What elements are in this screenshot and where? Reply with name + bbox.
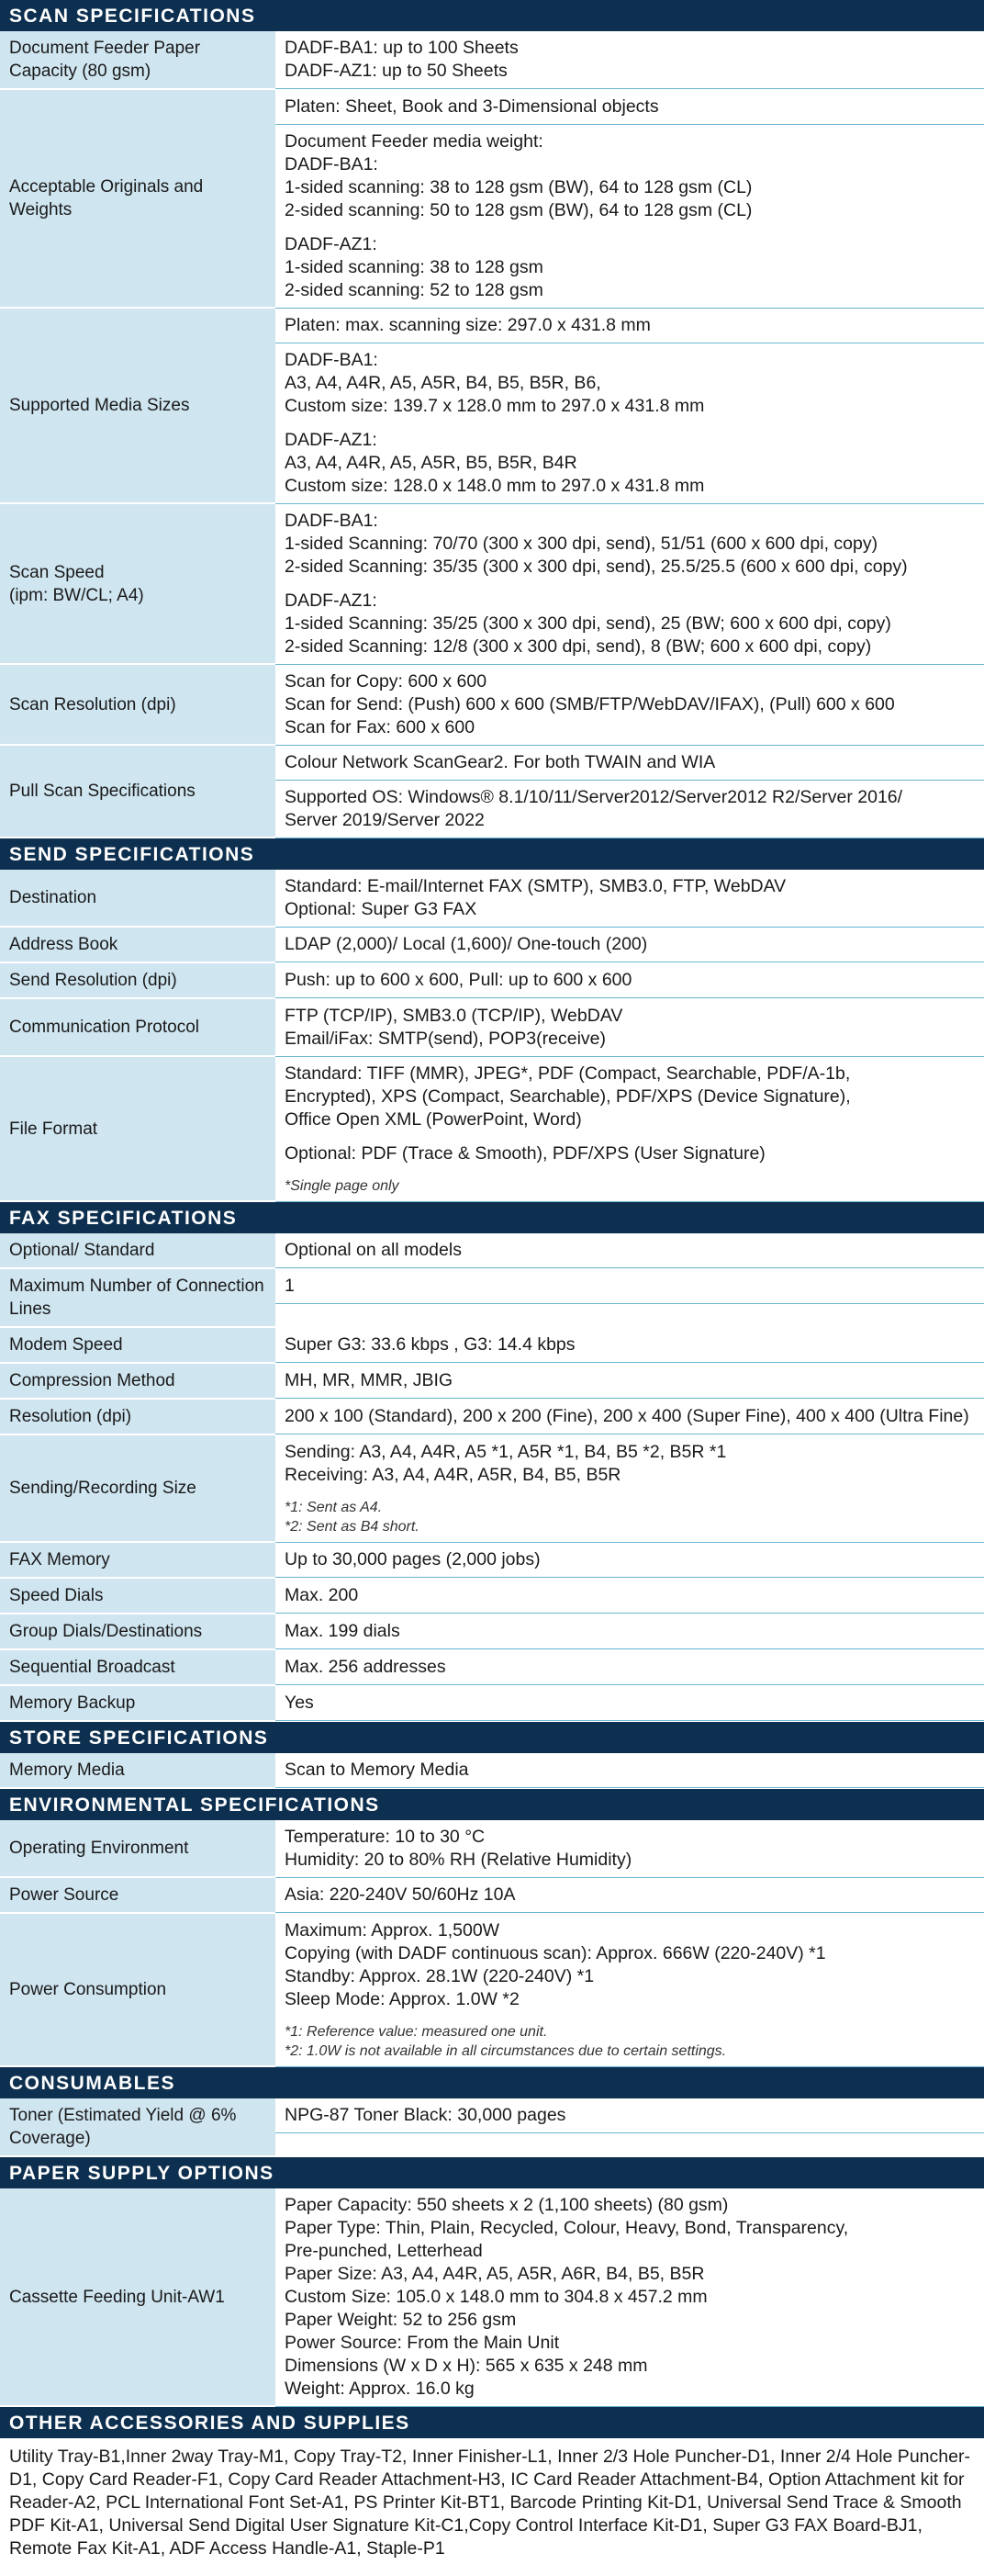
row-label: Destination (0, 870, 275, 928)
value-cell (275, 1614, 984, 1649)
value-cell (275, 90, 984, 125)
spec-row (0, 309, 984, 504)
row-label: Toner (Estimated Yield @ 6% Coverage) (0, 2098, 275, 2157)
value-line: Temperature: 10 to 30 °C (285, 1827, 486, 1847)
section-title: ENVIRONMENTAL SPECIFICATIONS (0, 1789, 984, 1820)
value-cell (275, 1057, 984, 1202)
spec-row (0, 1364, 984, 1400)
row-values (275, 1686, 984, 1722)
spec-row (0, 1614, 984, 1650)
value-line: Paper Capacity: 550 sheets x 2 (1,100 sheets) (80 gsm) (285, 2195, 729, 2215)
section-title: SEND SPECIFICATIONS (0, 838, 984, 870)
value-cell (275, 343, 984, 504)
value-line: Custom Size: 105.0 x 148.0 mm to 304.8 x 457.2 mm (285, 2287, 708, 2307)
value-cell (275, 1914, 984, 2067)
row-values (275, 1650, 984, 1686)
value-line: Scan for Send: (Push) 600 x 600 (SMB/FTP/WebDAV/IFAX), (Pull) 600 x 600 (285, 694, 895, 714)
value-line: Office Open XML (PowerPoint, Word) (285, 1109, 582, 1130)
value-line: Up to 30,000 pages (2,000 jobs) (285, 1549, 541, 1569)
row-values (275, 31, 984, 90)
spec-row (0, 90, 984, 309)
row-label: Pull Scan Specifications (0, 746, 275, 838)
blank-line (285, 222, 975, 233)
row-label: Sending/Recording Size (0, 1435, 275, 1543)
blank-line (285, 1165, 975, 1176)
value-line: Custom size: 139.7 x 128.0 mm to 297.0 x 431.8 mm (285, 396, 705, 416)
row-label: Operating Environment (0, 1820, 275, 1878)
value-line: DADF-AZ1: (285, 430, 377, 450)
value-line: NPG-87 Toner Black: 30,000 pages (285, 2105, 566, 2125)
value-line: DADF-BA1: (285, 350, 378, 370)
value-line: Power Source: From the Main Unit (285, 2333, 560, 2353)
row-label: Power Source (0, 1878, 275, 1914)
value-line: Email/iFax: SMTP(send), POP3(receive) (285, 1029, 607, 1049)
value-cell (275, 1753, 984, 1788)
row-label: Maximum Number of Connection Lines (0, 1269, 275, 1328)
value-line: Humidity: 20 to 80% RH (Relative Humidity) (285, 1850, 632, 1870)
value-line: Sleep Mode: Approx. 1.0W *2 (285, 1989, 520, 2009)
value-cell (275, 1269, 984, 1304)
section-title: STORE SPECIFICATIONS (0, 1722, 984, 1753)
value-line: Paper Size: A3, A4, A4R, A5, A5R, A6R, B4, B5, B5R (285, 2264, 705, 2284)
row-values (275, 1057, 984, 1202)
row-label: Modem Speed (0, 1328, 275, 1364)
value-line: Paper Weight: 52 to 256 gsm (285, 2310, 517, 2330)
value-line: A3, A4, A4R, A5, A5R, B4, B5, B5R, B6, (285, 373, 601, 393)
row-values (275, 665, 984, 746)
value-cell (275, 1686, 984, 1721)
value-line: Push: up to 600 x 600, Pull: up to 600 x 600 (285, 970, 632, 990)
value-line: 1-sided scanning: 38 to 128 gsm (BW), 64 to 128 gsm (CL) (285, 177, 753, 197)
value-cell (275, 1364, 984, 1399)
row-values (275, 504, 984, 665)
spec-section (0, 2407, 984, 2568)
row-values (275, 1820, 984, 1878)
footnote: *2: Sent as B4 short. (285, 1519, 419, 1535)
value-line: DADF-AZ1: (285, 234, 377, 254)
row-label: Cassette Feeding Unit-AW1 (0, 2188, 275, 2407)
row-values (275, 90, 984, 309)
section-title: OTHER ACCESSORIES AND SUPPLIES (0, 2407, 984, 2438)
value-line: Standard: TIFF (MMR), JPEG*, PDF (Compact, Searchable, PDF/A-1b, (285, 1063, 851, 1084)
row-values (275, 1878, 984, 1914)
spec-section (0, 1789, 984, 2067)
row-values (275, 1269, 984, 1328)
value-cell (275, 746, 984, 781)
value-line: Receiving: A3, A4, A4R, A5R, B4, B5, B5R (285, 1465, 621, 1485)
value-line: 200 x 100 (Standard), 200 x 200 (Fine), 200 x 400 (Super Fine), 400 x 400 (Ultra Fine) (285, 1406, 969, 1426)
spec-row (0, 746, 984, 838)
value-line: Platen: Sheet, Book and 3-Dimensional objects (285, 96, 659, 117)
value-line: Sending: A3, A4, A4R, A5 *1, A5R *1, B4, B5 *2, B5R *1 (285, 1442, 727, 1462)
value-line: Yes (285, 1693, 314, 1713)
value-line: MH, MR, MMR, JBIG (285, 1370, 453, 1390)
value-line: Copying (with DADF continuous scan): Approx. 666W (220-240V) *1 (285, 1943, 826, 1963)
value-line: Platen: max. scanning size: 297.0 x 431.8 mm (285, 315, 651, 335)
row-values (275, 2188, 984, 2407)
value-cell (275, 1820, 984, 1878)
value-line: Colour Network ScanGear2. For both TWAIN and WIA (285, 752, 716, 772)
row-values (275, 1579, 984, 1614)
value-line: Max. 200 (285, 1585, 359, 1605)
value-cell (275, 1233, 984, 1268)
spec-row (0, 1914, 984, 2067)
row-label: Memory Media (0, 1753, 275, 1789)
value-line: LDAP (2,000)/ Local (1,600)/ One-touch (200) (285, 934, 648, 954)
row-values (275, 1364, 984, 1400)
value-line: Custom size: 128.0 x 148.0 mm to 297.0 x 431.8 mm (285, 476, 705, 496)
value-line: DADF-AZ1: up to 50 Sheets (285, 61, 508, 81)
value-line: Scan for Copy: 600 x 600 (285, 671, 487, 692)
blank-line (285, 579, 975, 590)
value-line: 2-sided Scanning: 35/35 (300 x 300 dpi, send), 25.5/25.5 (600 x 600 dpi, copy) (285, 557, 908, 577)
row-label: Speed Dials (0, 1579, 275, 1614)
row-values (275, 1400, 984, 1435)
value-cell (275, 1328, 984, 1363)
spec-section (0, 1722, 984, 1789)
row-values (275, 1435, 984, 1543)
row-label: Compression Method (0, 1364, 275, 1400)
value-cell (275, 2188, 984, 2407)
value-line: Max. 256 addresses (285, 1657, 446, 1677)
value-cell (275, 1400, 984, 1434)
section-title: PAPER SUPPLY OPTIONS (0, 2157, 984, 2188)
section-title: CONSUMABLES (0, 2067, 984, 2098)
value-cell (275, 928, 984, 962)
footnote: *1: Sent as A4. (285, 1500, 383, 1515)
spec-row (0, 1579, 984, 1614)
value-line: DADF-BA1: (285, 154, 378, 174)
value-line: Optional: Super G3 FAX (285, 899, 477, 919)
value-line: Server 2019/Server 2022 (285, 810, 485, 830)
spec-row (0, 1543, 984, 1579)
value-line: FTP (TCP/IP), SMB3.0 (TCP/IP), WebDAV (285, 1006, 623, 1026)
section-title: FAX SPECIFICATIONS (0, 1202, 984, 1233)
row-label: Document Feeder Paper Capacity (80 gsm) (0, 31, 275, 90)
value-cell (275, 309, 984, 343)
row-label: Sequential Broadcast (0, 1650, 275, 1686)
row-label: Scan Resolution (dpi) (0, 665, 275, 746)
row-label: Send Resolution (dpi) (0, 963, 275, 999)
row-label: Address Book (0, 928, 275, 963)
value-line: A3, A4, A4R, A5, A5R, B5, B5R, B4R (285, 453, 577, 473)
value-cell (275, 870, 984, 928)
accessories-paragraph: Utility Tray-B1,Inner 2way Tray-M1, Copy Tray-T2, Inner Finisher-L1, Inner 2/3 Hole Puncher-D1, Inner 2/4 Hole Puncher-D1, Copy Card Reader-F1, Copy Card Reader Attachment-H3, IC Card Reader Attachment-B4, Option Attachment kit for Reader-A2, PCL International Font Set-A1, PS Printer Kit-BT1, Barcode Printing Kit-D1, Universal Send Trace & Smooth PDF Kit-A1, Universal Send Digital User Signature Kit-C1,Copy Control Interface Kit-D1, Super G3 FAX Board-BJ1, Remote Fax Kit-A1, ADF Access Handle-A1, Staple-P1 (9, 2447, 970, 2559)
value-line: Pre-punched, Letterhead (285, 2241, 483, 2261)
row-values (275, 928, 984, 963)
footnote: *1: Reference value: measured one unit. (285, 2024, 548, 2040)
spec-row (0, 1820, 984, 1878)
value-line: Maximum: Approx. 1,500W (285, 1920, 500, 1940)
value-line: 1 (285, 1276, 295, 1296)
footnote: *Single page only (285, 1178, 399, 1194)
row-label: FAX Memory (0, 1543, 275, 1579)
value-line: Supported OS: Windows® 8.1/10/11/Server2012/Server2012 R2/Server 2016/ (285, 787, 903, 807)
value-cell (275, 999, 984, 1057)
spec-row (0, 665, 984, 746)
value-line: Optional on all models (285, 1240, 462, 1260)
spec-row (0, 1400, 984, 1435)
value-line: 1-sided scanning: 38 to 128 gsm (285, 257, 543, 277)
row-values (275, 963, 984, 999)
value-line: Scan for Fax: 600 x 600 (285, 717, 475, 737)
value-cell (275, 125, 984, 309)
value-cell (275, 2098, 984, 2133)
value-line: Paper Type: Thin, Plain, Recycled, Colour, Heavy, Bond, Transparency, (285, 2218, 849, 2238)
spec-row (0, 870, 984, 928)
value-line: 2-sided scanning: 50 to 128 gsm (BW), 64 to 128 gsm (CL) (285, 200, 753, 220)
value-line: 2-sided scanning: 52 to 128 gsm (285, 280, 543, 300)
row-values (275, 1614, 984, 1650)
value-line: Scan to Memory Media (285, 1760, 469, 1780)
value-line: Dimensions (W x D x H): 565 x 635 x 248 mm (285, 2356, 648, 2376)
value-line: Document Feeder media weight: (285, 131, 543, 152)
spec-section (0, 1202, 984, 1722)
value-cell (275, 1579, 984, 1614)
value-cell (275, 665, 984, 746)
spec-section (0, 2067, 984, 2157)
value-line: DADF-BA1: up to 100 Sheets (285, 38, 519, 58)
spec-row (0, 963, 984, 999)
spec-row (0, 2188, 984, 2407)
spec-section (0, 2157, 984, 2407)
value-line: Encrypted), XPS (Compact, Searchable), PDF/XPS (Device Signature), (285, 1086, 851, 1107)
row-values (275, 1753, 984, 1789)
row-values (275, 309, 984, 504)
value-line: Asia: 220-240V 50/60Hz 10A (285, 1884, 516, 1905)
value-line: 2-sided Scanning: 12/8 (300 x 300 dpi, send), 8 (BW; 600 x 600 dpi, copy) (285, 636, 872, 657)
value-line: Standard: E-mail/Internet FAX (SMTP), SMB3.0, FTP, WebDAV (285, 876, 787, 896)
row-values (275, 999, 984, 1057)
spec-row (0, 1328, 984, 1364)
value-line: 1-sided Scanning: 35/25 (300 x 300 dpi, send), 25 (BW; 600 x 600 dpi, copy) (285, 613, 891, 634)
value-line: Standby: Approx. 28.1W (220-240V) *1 (285, 1966, 595, 1986)
spec-row (0, 1057, 984, 1202)
spec-section (0, 838, 984, 1202)
value-cell (275, 1435, 984, 1543)
spec-row (0, 928, 984, 963)
spec-row (0, 1878, 984, 1914)
value-line: Optional: PDF (Trace & Smooth), PDF/XPS (User Signature) (285, 1143, 766, 1164)
row-label: Acceptable Originals and Weights (0, 90, 275, 309)
row-values (275, 746, 984, 838)
spec-row (0, 31, 984, 90)
spec-row (0, 1686, 984, 1722)
spec-row (0, 1650, 984, 1686)
spec-row (0, 1435, 984, 1543)
row-values (275, 870, 984, 928)
value-cell (275, 31, 984, 89)
section-title: SCAN SPECIFICATIONS (0, 0, 984, 31)
value-line: 1-sided Scanning: 70/70 (300 x 300 dpi, send), 51/51 (600 x 600 dpi, copy) (285, 534, 878, 554)
spec-section (0, 0, 984, 838)
blank-line (285, 2011, 975, 2022)
spec-row (0, 1233, 984, 1269)
spec-row (0, 504, 984, 665)
blank-line (285, 418, 975, 429)
value-cell (275, 504, 984, 665)
row-label: Group Dials/Destinations (0, 1614, 275, 1650)
row-label: Optional/ Standard (0, 1233, 275, 1269)
row-label: File Format (0, 1057, 275, 1202)
blank-line (285, 1131, 975, 1142)
row-label: Supported Media Sizes (0, 309, 275, 504)
value-line: DADF-BA1: (285, 511, 378, 531)
value-line: Weight: Approx. 16.0 kg (285, 2379, 475, 2399)
row-values (275, 1233, 984, 1269)
spec-row (0, 999, 984, 1057)
value-cell (275, 781, 984, 838)
value-cell (275, 963, 984, 998)
spec-row (0, 1753, 984, 1789)
value-cell (275, 1650, 984, 1685)
value-cell (275, 1543, 984, 1578)
footnote: *2: 1.0W is not available in all circumstances due to certain settings. (285, 2043, 727, 2059)
row-values (275, 2098, 984, 2157)
row-label: Scan Speed (ipm: BW/CL; A4) (0, 504, 275, 665)
spec-row (0, 2098, 984, 2157)
row-values (275, 1914, 984, 2067)
row-label: Resolution (dpi) (0, 1400, 275, 1435)
row-label: Power Consumption (0, 1914, 275, 2067)
value-line: Max. 199 dials (285, 1621, 400, 1641)
row-values (275, 1543, 984, 1579)
value-cell (275, 1878, 984, 1913)
row-values (275, 1328, 984, 1364)
value-line: Super G3: 33.6 kbps , G3: 14.4 kbps (285, 1334, 576, 1355)
row-label: Memory Backup (0, 1686, 275, 1722)
spec-row (0, 1269, 984, 1328)
row-label: Communication Protocol (0, 999, 275, 1057)
value-line: DADF-AZ1: (285, 591, 377, 611)
blank-line (285, 1487, 975, 1498)
